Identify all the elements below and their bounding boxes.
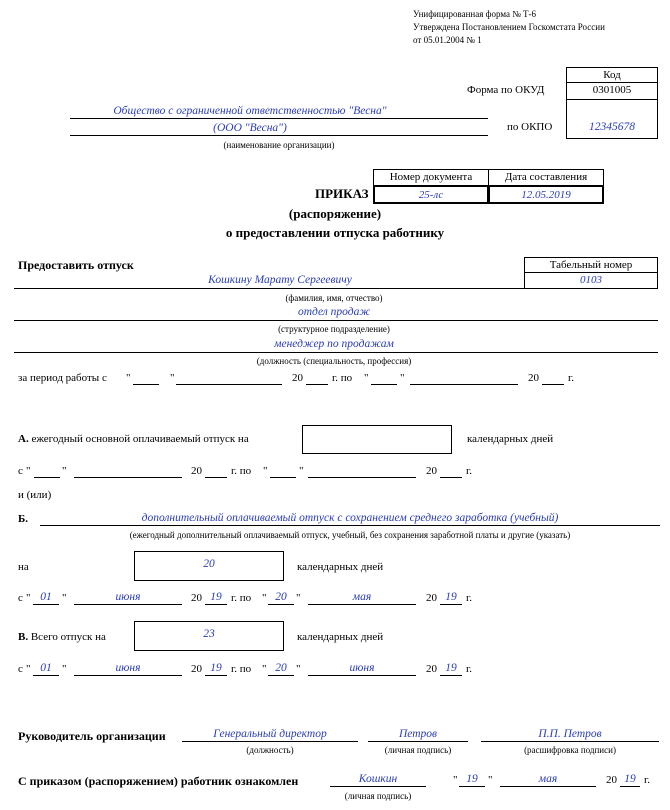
section-v-from-day: 01 bbox=[40, 662, 52, 674]
head-position: Генеральный директор bbox=[213, 728, 327, 740]
doc-heading: о предоставлении отпуска работнику bbox=[225, 225, 445, 240]
section-b-label: Б. bbox=[18, 513, 29, 525]
doc-date-value: 12.05.2019 bbox=[488, 185, 604, 204]
form-header-line3: от 05.01.2004 № 1 bbox=[413, 35, 482, 45]
section-b-to-year: 19 bbox=[445, 591, 457, 603]
ack-signature: Кошкин bbox=[358, 773, 398, 785]
ack-day: 19 bbox=[466, 773, 478, 785]
section-b-from-day: 01 bbox=[40, 591, 52, 603]
section-v-to-year: 19 bbox=[445, 662, 457, 674]
employee-name-caption: (фамилия, имя, отчество) bbox=[285, 293, 383, 303]
tab-number-value: 0103 bbox=[524, 272, 658, 289]
doc-number-value: 25-лс bbox=[373, 185, 489, 204]
doc-title: ПРИКАЗ bbox=[315, 186, 369, 201]
department-caption: (структурное подразделение) bbox=[278, 324, 390, 334]
ack-label: С приказом (распоряжением) работник ознакомлен bbox=[18, 774, 299, 788]
org-name-line2: (ООО "Весна") bbox=[213, 122, 287, 134]
section-a-days-box bbox=[302, 425, 452, 454]
doc-number-header: Номер документа bbox=[373, 169, 489, 186]
employee-name: Кошкину Марату Сергеевичу bbox=[208, 274, 352, 286]
or-label: и (или) bbox=[18, 489, 52, 501]
okud-value: 0301005 bbox=[592, 84, 632, 96]
section-v-from-month: июня bbox=[115, 662, 141, 674]
section-b-from-month: июня bbox=[115, 591, 141, 603]
kod-header: Код bbox=[566, 67, 658, 83]
form-header-line2: Утверждена Постановлением Госкомстата России bbox=[413, 22, 605, 32]
org-caption: (наименование организации) bbox=[223, 140, 335, 150]
section-v-days: 23 bbox=[203, 628, 215, 640]
doc-date-header: Дата составления bbox=[488, 169, 604, 186]
employee-position: менеджер по продажам bbox=[274, 338, 394, 350]
section-v-text: В. Всего отпуск на bbox=[18, 631, 106, 643]
section-v-from-year: 19 bbox=[210, 662, 222, 674]
okud-label: Форма по ОКУД bbox=[467, 84, 545, 96]
doc-subtitle: (распоряжение) bbox=[288, 206, 382, 221]
okpo-value: 12345678 bbox=[589, 121, 635, 133]
section-a-text: А. ежегодный основной оплачиваемый отпуск на bbox=[18, 433, 249, 445]
head-decode: П.П. Петров bbox=[538, 728, 602, 740]
section-v-to-month: июня bbox=[349, 662, 375, 674]
org-name-line1: Общество с ограниченной ответственностью "Весна" bbox=[113, 105, 387, 117]
section-b-from-year: 19 bbox=[210, 591, 222, 603]
section-b-to-month: мая bbox=[352, 591, 372, 603]
section-b-to-day: 20 bbox=[275, 591, 287, 603]
employee-department: отдел продаж bbox=[297, 306, 371, 318]
head-signature: Петров bbox=[398, 728, 438, 740]
okpo-label: по ОКПО bbox=[507, 121, 553, 133]
tab-number-header: Табельный номер bbox=[524, 257, 658, 273]
form-header-line1: Унифицированная форма № Т-6 bbox=[413, 9, 537, 19]
section-b-days: 20 bbox=[203, 558, 215, 570]
position-caption: (должность (специальность, профессия) bbox=[256, 356, 412, 366]
head-label: Руководитель организации bbox=[18, 729, 166, 743]
section-b-caption: (ежегодный дополнительный оплачиваемый отпуск, учебный, без сохранения заработной платы и другие (указать) bbox=[129, 530, 571, 540]
section-v-to-day: 20 bbox=[275, 662, 287, 674]
grant-label: Предоставить отпуск bbox=[18, 258, 134, 272]
section-b-type: дополнительный оплачиваемый отпуск с сохранением среднего заработка (учебный) bbox=[141, 512, 559, 524]
period-prefix: за период работы с bbox=[18, 372, 107, 384]
ack-month: мая bbox=[538, 773, 558, 785]
ack-year: 19 bbox=[624, 773, 636, 785]
